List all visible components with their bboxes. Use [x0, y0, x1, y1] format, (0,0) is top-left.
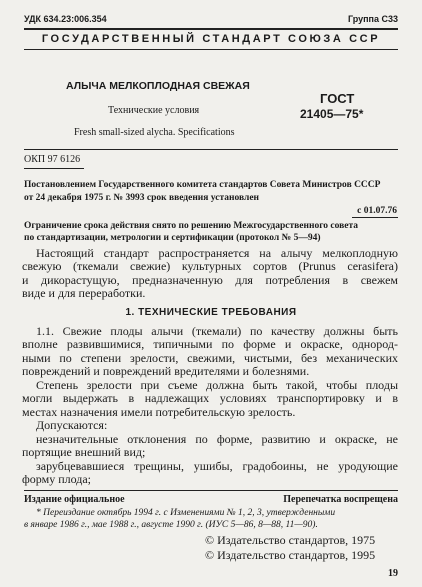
clause-line: форму плода; [22, 472, 92, 487]
decree-line-1: Постановлением Государственного комитета стандартов Совета Министров СССР [24, 180, 381, 190]
gost-label: ГОСТ [320, 91, 355, 106]
limitation-line-2: по стандартизации, метрологии и сертификации (протокол № 5—94) [24, 233, 321, 243]
clause-1-1 [22, 325, 398, 379]
effective-date-underline [352, 217, 398, 218]
limitation-line-1: Ограничение срока действия снято по решению Межгосударственного совета [24, 221, 359, 231]
header-rule-top [24, 28, 398, 30]
clause-line: местах назначения имели потребительскую зрелость. [22, 404, 296, 419]
title-en: Fresh small-sized alycha. Specifications [74, 127, 235, 138]
copyright-1975: © Издательство стандартов, 1975 [205, 533, 376, 547]
clause-line: повреждений и повреждений вредителями и болезнями. [22, 364, 310, 379]
allowed-paragraph [22, 419, 398, 432]
page-number: 19 [388, 568, 398, 579]
intro-line: свежую (ткемали свежие) культурных сортов (Prunus cerasifera) [22, 259, 398, 274]
standard-banner: ГОСУДАРСТВЕННЫЙ СТАНДАРТ СОЮЗА ССР [41, 33, 381, 45]
title-subtitle: Технические условия [108, 105, 200, 116]
group-code: Группа С33 [347, 14, 398, 24]
intro-paragraph [22, 247, 398, 301]
okp-underline [24, 168, 84, 169]
okp-code: ОКП 97 6126 [24, 154, 81, 165]
clause-line: портящие внешний вид; [22, 445, 146, 460]
reprint-notice: Перепечатка воспрещена [283, 494, 398, 505]
clause-line: 1.1. Свежие плоды алычи (ткемали) по качеству должны быть [36, 324, 398, 338]
gost-number: 21405—75* [300, 107, 364, 121]
intro-line: и дикорастущую, предназначенную для потребления в свежем [22, 272, 398, 287]
title-rule [24, 149, 398, 150]
decree-line-2: от 24 декабря 1975 г. № 3993 срок введения установлен [24, 193, 260, 203]
deviations-paragraph [22, 433, 398, 460]
clause-line: могли выдержать в надлежащих условиях транспортировку и в [22, 391, 398, 406]
clause-line: незначительные отклонения по форме, развитию и окраске, не [36, 432, 398, 446]
intro-line: Настоящий стандарт распространяется на алычу мелкоплодную [36, 246, 398, 260]
intro-line: виде и для переработки. [22, 286, 146, 301]
official-edition: Издание официальное [24, 494, 125, 505]
ripeness-paragraph [22, 379, 398, 419]
clause-line: Степень зрелости при съеме должна быть такой, чтобы плоды [36, 378, 398, 392]
section-heading: 1. ТЕХНИЧЕСКИЕ ТРЕБОВАНИЯ [125, 307, 297, 318]
udk-code: УДК 634.23:006.354 [24, 14, 107, 24]
effective-date: с 01.07.76 [357, 206, 397, 216]
copyright-1995: © Издательство стандартов, 1995 [205, 548, 376, 562]
cracks-paragraph [22, 460, 398, 487]
clause-line: зарубцевавшиеся трещины, ушибы, градобоины, не уродующие [36, 459, 398, 473]
reissue-note-line-2: в январе 1986 г., мае 1988 г., августе 1990 г. (ИУС 5—86, 8—88, 11—90). [24, 520, 318, 530]
clause-line: Допускаются: [36, 418, 108, 432]
clause-line: ными по степени зрелости, свежими, чистыми, без механических [22, 350, 398, 365]
reissue-note-line-1: * Переиздание октябрь 1994 г. с Изменениями № 1, 2, 3, утвержденными [36, 508, 336, 518]
title-ru: АЛЫЧА МЕЛКОПЛОДНАЯ СВЕЖАЯ [66, 80, 250, 92]
clause-line: вполне развившимися, типичными по форме и окраске, однород- [22, 337, 398, 352]
header-rule-bottom [24, 49, 398, 50]
footer-rule [24, 490, 398, 491]
